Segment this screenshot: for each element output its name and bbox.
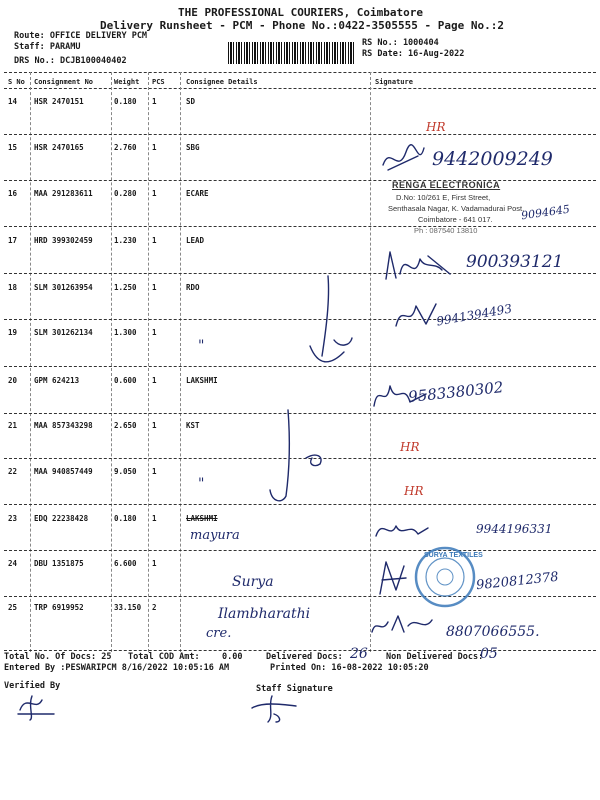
col-divider	[370, 72, 371, 652]
row-consignee: LEAD	[186, 236, 205, 245]
delivered-docs-count: 26	[350, 646, 368, 662]
row-sno: 22	[8, 467, 18, 476]
row-consignee: SBG	[186, 143, 200, 152]
signature-r15	[378, 140, 428, 180]
row-sno: 25	[8, 603, 18, 612]
route-label: Route: OFFICE DELIVERY PCM	[14, 31, 148, 41]
row-sno: 19	[8, 328, 18, 337]
stamp-line: Coimbatore - 641 017.	[418, 215, 493, 224]
signature-r23	[372, 514, 432, 544]
vertical-stroke-r21	[258, 406, 338, 506]
round-stamp-text: SURYA TEXTILES	[424, 552, 483, 559]
row-consignment-no: MAA 291283611	[34, 189, 93, 198]
row-weight: 0.180	[114, 97, 137, 106]
row-consignment-no: HSR 2470151	[34, 97, 84, 106]
barcode	[228, 42, 356, 64]
row-consignment-no: DBU 1351875	[34, 559, 84, 568]
hr-mark-r22: HR	[404, 484, 424, 498]
rs-date: RS Date: 16-Aug-2022	[362, 49, 465, 59]
row-weight: 0.280	[114, 189, 137, 198]
row-rule	[4, 134, 596, 135]
col-pcs: PCS	[152, 78, 165, 86]
text-r25-line2: cre.	[206, 626, 232, 641]
phone-r24: 9820812378	[475, 569, 560, 594]
rs-number: RS No.: 1000404	[362, 38, 439, 48]
ditto-r19: "	[198, 338, 205, 354]
col-weight: Weight	[114, 78, 140, 86]
non-delivered-docs-label: Non Delivered Docs:	[386, 652, 484, 662]
verified-by-signature	[12, 690, 62, 722]
header-top-rule	[4, 72, 596, 73]
row-consignee: SD	[186, 97, 196, 106]
printed-on: Printed On: 16-08-2022 10:05:20	[270, 663, 429, 673]
row-rule	[4, 226, 596, 227]
row-consignee: LAKSHMI	[186, 514, 218, 523]
hr-mark: HR	[426, 120, 446, 134]
row-pcs: 1	[152, 514, 157, 523]
stamp-name: RENGA ELECTRONICA	[392, 180, 501, 190]
row-weight: 1.250	[114, 283, 137, 292]
col-divider	[111, 72, 112, 652]
phone-r16: 9094645	[520, 202, 571, 223]
row-consignment-no: EDQ 22238428	[34, 514, 89, 523]
total-docs: Total No. Of Docs: 25	[4, 652, 112, 662]
row-rule	[4, 180, 596, 181]
runsheet-title: Delivery Runsheet - PCM - Phone No.:0422-3505555 - Page No.:2	[100, 19, 504, 32]
staff-label: Staff: PARAMU	[14, 42, 81, 52]
row-weight: 1.230	[114, 236, 137, 245]
phone-r18: 9941394493	[435, 301, 513, 329]
row-consignment-no: HRD 399302459	[34, 236, 93, 245]
col-consignee: Consignee Details	[186, 78, 258, 86]
row-pcs: 1	[152, 283, 157, 292]
row-rule	[4, 550, 596, 551]
col-divider	[30, 72, 31, 652]
phone-r17: 900393121	[466, 252, 564, 272]
hr-mark-r21: HR	[400, 440, 420, 454]
col-divider	[180, 72, 181, 652]
col-consignment: Consignment No	[34, 78, 94, 86]
phone-r15: 9442009249	[432, 148, 553, 170]
verified-by-label: Verified By	[4, 681, 61, 691]
row-consignee: KST	[186, 421, 200, 430]
row-sno: 15	[8, 143, 18, 152]
row-weight: 1.300	[114, 328, 137, 337]
total-cod-value: 0.00	[222, 652, 243, 662]
stamp-line: Ph : 087540 13810	[414, 226, 478, 235]
signature-r17	[380, 244, 460, 284]
row-pcs: 1	[152, 421, 157, 430]
row-consignment-no: MAA 857343298	[34, 421, 93, 430]
signature-r18	[392, 296, 442, 336]
phone-r25: 8807066555.	[446, 624, 540, 640]
drs-number: DRS No.: DCJB100040402	[14, 56, 127, 66]
row-weight: 9.050	[114, 467, 137, 476]
row-sno: 20	[8, 376, 18, 385]
row-consignment-no: SLM 301262134	[34, 328, 93, 337]
phone-r20: 9583380302	[407, 378, 505, 406]
row-consignee: RDO	[186, 283, 200, 292]
row-sno: 23	[8, 514, 18, 523]
row-weight: 2.650	[114, 421, 137, 430]
row-weight: 0.180	[114, 514, 137, 523]
row-sno: 17	[8, 236, 18, 245]
row-weight: 0.600	[114, 376, 137, 385]
row-sno: 18	[8, 283, 18, 292]
row-pcs: 1	[152, 236, 157, 245]
row-weight: 33.150	[114, 603, 142, 612]
row-weight: 2.760	[114, 143, 137, 152]
col-sno: S No	[8, 78, 25, 86]
row-pcs: 1	[152, 376, 157, 385]
company-title: THE PROFESSIONAL COURIERS, Coimbatore	[178, 6, 424, 19]
stamp-line: D.No: 10/261 E, First Street,	[396, 193, 491, 202]
row-consignment-no: TRP 6919952	[34, 603, 84, 612]
row-consignment-no: HSR 2470165	[34, 143, 84, 152]
phone-r23: 9944196331	[476, 522, 553, 536]
delivered-docs-label: Delivered Docs:	[266, 652, 343, 662]
row-pcs: 2	[152, 603, 157, 612]
row-consignee: ECARE	[186, 189, 209, 198]
row-consignee: LAKSHMI	[186, 376, 218, 385]
staff-signature	[246, 692, 306, 724]
row-consignment-no: MAA 940857449	[34, 467, 93, 476]
row-sno: 21	[8, 421, 18, 430]
entered-by: Entered By :PESWARIPCM 8/16/2022 10:05:16 AM	[4, 663, 230, 673]
header-bottom-rule	[4, 88, 596, 89]
text-r23: mayura	[190, 528, 240, 543]
round-stamp	[414, 546, 483, 608]
row-consignment-no: SLM 301263954	[34, 283, 93, 292]
ditto-r22: "	[198, 476, 205, 492]
signature-r24	[374, 556, 414, 600]
row-rule	[4, 596, 596, 597]
non-delivered-docs-count: 05	[480, 646, 498, 662]
row-rule	[4, 650, 596, 651]
text-r24: Surya	[232, 574, 274, 590]
row-pcs: 1	[152, 143, 157, 152]
vertical-stroke-r18	[300, 270, 360, 370]
signature-r25	[368, 610, 438, 640]
total-cod-label: Total COD Amt:	[128, 652, 200, 662]
row-sno: 16	[8, 189, 18, 198]
row-weight: 6.600	[114, 559, 137, 568]
stamp-line: Senthasala Nagar, K. Vadamadurai Post,	[388, 204, 525, 213]
row-pcs: 1	[152, 97, 157, 106]
row-consignment-no: GPM 624213	[34, 376, 80, 385]
row-pcs: 1	[152, 328, 157, 337]
row-sno: 24	[8, 559, 18, 568]
row-sno: 14	[8, 97, 18, 106]
text-r25-line1: Ilambharathi	[218, 606, 311, 622]
staff-signature-label: Staff Signature	[256, 684, 333, 694]
row-pcs: 1	[152, 467, 157, 476]
col-signature: Signature	[375, 78, 413, 86]
row-pcs: 1	[152, 189, 157, 198]
row-pcs: 1	[152, 559, 157, 568]
col-divider	[148, 72, 149, 652]
